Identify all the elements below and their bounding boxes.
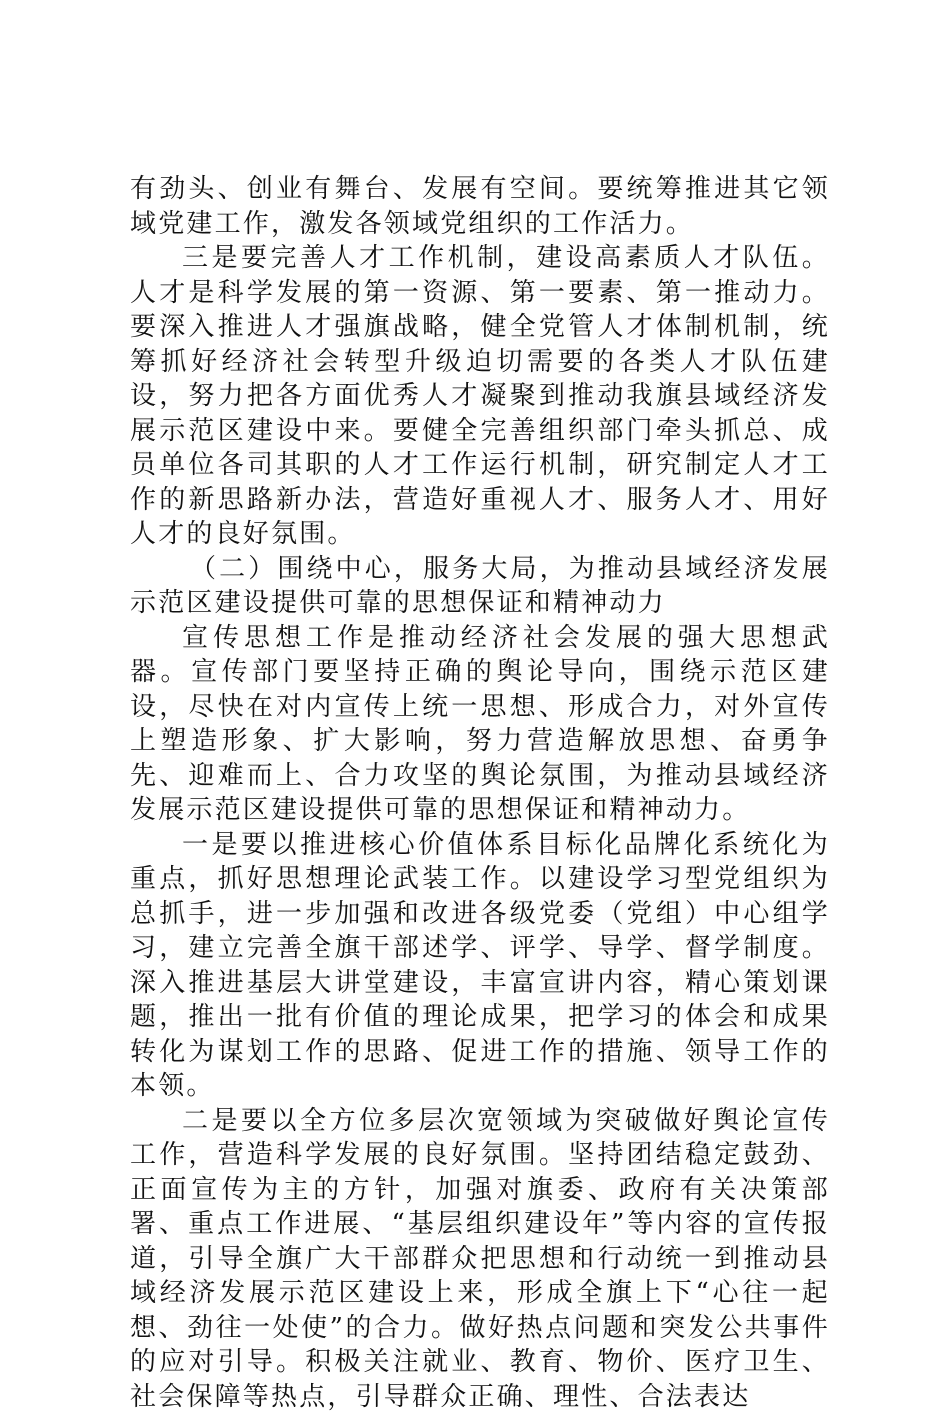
paragraph-continuation: 有劲头、创业有舞台、发展有空间。要统筹推进其它领域党建工作，激发各领域党组织的工作活力。 xyxy=(130,172,830,241)
paragraph-point-one: 一是要以推进核心价值体系目标化品牌化系统化为重点，抓好思想理论武装工作。以建设学习型党组织为总抓手，进一步加强和改进各级党委（党组）中心组学习，建立完善全旗干部述学、评学、导学、督学制度。深入推进基层大讲堂建设，丰富宣讲内容，精心策划课题，推出一批有价值的理论成果，把学习的体会和成果转化为谋划工作的思路、促进工作的措施、领导工作的本领。 xyxy=(130,828,830,1104)
section-heading-two: （二）围绕中心，服务大局，为推动县域经济发展示范区建设提供可靠的思想保证和精神动力 xyxy=(130,552,830,621)
paragraph-point-two: 二是要以全方位多层次宽领域为突破做好舆论宣传工作，营造科学发展的良好氛围。坚持团结稳定鼓劲、正面宣传为主的方针，加强对旗委、政府有关决策部署、重点工作进展、“基层组织建设年”等内容的宣传报道，引导全旗广大干部群众把思想和行动统一到推动县域经济发展示范区建设上来，形成全旗上下“心往一起想、劲往一处使”的合力。做好热点问题和突发公共事件的应对引导。积极关注就业、教育、物价、医疗卫生、社会保障等热点，引导群众正确、理性、合法表达 xyxy=(130,1104,830,1414)
document-body xyxy=(130,172,830,1414)
paragraph-propaganda-intro: 宣传思想工作是推动经济社会发展的强大思想武器。宣传部门要坚持正确的舆论导向，围绕示范区建设，尽快在对内宣传上统一思想、形成合力，对外宣传上塑造形象、扩大影响，努力营造解放思想、奋勇争先、迎难而上、合力攻坚的舆论氛围，为推动县域经济发展示范区建设提供可靠的思想保证和精神动力。 xyxy=(130,621,830,828)
paragraph-talent-mechanism: 三是要完善人才工作机制，建设高素质人才队伍。人才是科学发展的第一资源、第一要素、第一推动力。要深入推进人才强旗战略，健全党管人才体制机制，统筹抓好经济社会转型升级迫切需要的各类人才队伍建设，努力把各方面优秀人才凝聚到推动我旗县域经济发展示范区建设中来。要健全完善组织部门牵头抓总、成员单位各司其职的人才工作运行机制，研究制定人才工作的新思路新办法，营造好重视人才、服务人才、用好人才的良好氛围。 xyxy=(130,241,830,552)
